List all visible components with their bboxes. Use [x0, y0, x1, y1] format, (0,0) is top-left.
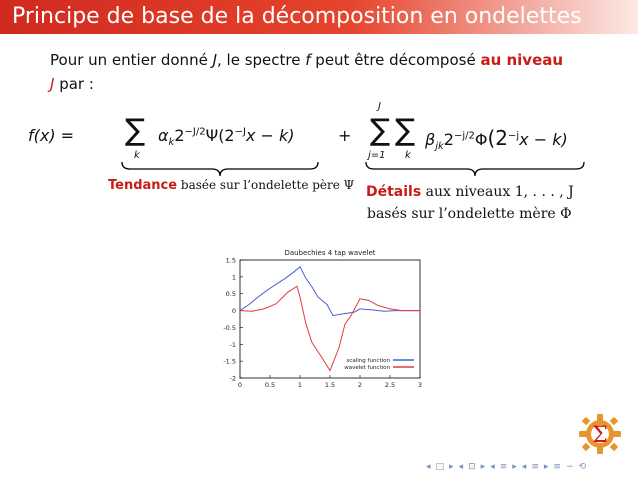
t2-arg: x − k): [519, 130, 568, 149]
caption-right-line2: basés sur l’ondelette mère Φ: [367, 206, 572, 222]
xtick-label: 2: [357, 381, 363, 389]
nav-symbol-11[interactable]: ▸: [543, 462, 549, 472]
xtick-label: 1: [297, 381, 303, 389]
intro-part3: peut être décomposé: [310, 51, 481, 69]
t2-sup: −j/2: [453, 130, 475, 142]
xtick-label: 3: [417, 381, 423, 389]
underbrace-right: [364, 160, 586, 178]
sum-symbol-1: ∑: [125, 113, 146, 148]
nav-symbol-13[interactable]: ∽: [565, 462, 574, 472]
nav-symbol-12[interactable]: ≡: [553, 462, 561, 472]
nav-symbol-14[interactable]: ⟲: [578, 462, 587, 472]
formula-plus: +: [338, 126, 352, 145]
chart-svg: [200, 246, 436, 394]
intro-part4: par :: [54, 75, 94, 93]
legend-label-2: wavelet function: [344, 365, 390, 371]
t1-base: 2: [174, 126, 185, 145]
sum-index-k1: k: [134, 150, 140, 161]
slide-title: Principe de base de la décomposition en ondelettes: [12, 4, 582, 29]
ytick-label: -0.5: [223, 323, 236, 332]
sum-top-J: J: [378, 101, 381, 112]
nav-symbol-8[interactable]: ▸: [512, 462, 517, 472]
nav-symbol-2[interactable]: ▸: [449, 462, 454, 472]
xtick-label: 2.5: [384, 381, 396, 389]
formula-term2: [425, 126, 568, 152]
nav-symbol-7[interactable]: ≡: [499, 462, 508, 472]
alpha: α: [158, 126, 169, 145]
intro-J2: J: [50, 75, 55, 93]
svg-text:Σ: Σ: [592, 423, 608, 448]
intro-f: f: [305, 51, 311, 69]
t2-sup2: −j: [508, 130, 520, 142]
ytick-label: 0.5: [225, 290, 236, 299]
t2-phi: Φ: [474, 130, 488, 149]
ytick-label: -2: [229, 374, 236, 383]
caption-left-bold: Tendance: [108, 178, 178, 193]
ytick-label: 0: [231, 307, 236, 316]
alpha-sub: k: [168, 137, 175, 149]
nav-symbol-9[interactable]: ◂: [521, 462, 527, 472]
nav-symbol-4[interactable]: ⊡: [468, 462, 476, 472]
caption-left: [108, 178, 354, 193]
ytick-label: -1.5: [223, 357, 236, 366]
t1-psi: Ψ(2: [205, 126, 235, 145]
caption-right-line1: [366, 184, 574, 200]
beta: β: [425, 130, 436, 149]
beamer-navigation[interactable]: [426, 462, 591, 472]
nav-symbol-0[interactable]: ◂: [426, 462, 431, 472]
sum-index-j: j=1: [368, 150, 386, 161]
caption-right-bold: Détails: [366, 184, 422, 200]
logo-icon: [575, 410, 625, 458]
sum-index-k2: k: [405, 150, 411, 161]
intro-part2: , le spectre: [217, 51, 306, 69]
caption-left-rest: basée sur l’ondelette père Ψ: [177, 178, 355, 192]
sum-symbol-2: ∑: [370, 113, 391, 148]
intro-J: J: [212, 51, 218, 69]
t1-sup: −J/2: [184, 126, 206, 138]
t2-paren: (2: [487, 126, 508, 150]
ytick-label: -1: [229, 340, 236, 349]
nav-symbol-6[interactable]: ◂: [490, 462, 495, 472]
chart-title: Daubechies 4 tap wavelet: [284, 249, 376, 257]
xtick-label: 1.5: [324, 381, 336, 389]
nav-symbol-1[interactable]: □: [435, 462, 445, 472]
series-line-2: [240, 286, 420, 370]
formula-term1: [158, 126, 295, 148]
legend-label-1: scaling function: [346, 358, 390, 364]
nav-symbol-5[interactable]: ▸: [480, 462, 486, 472]
beta-sub: jk: [435, 141, 444, 153]
t1-arg: x − k): [245, 126, 295, 145]
slide-title-bar: [0, 0, 638, 34]
nav-symbol-3[interactable]: ◂: [458, 462, 464, 472]
xtick-label: 0: [237, 381, 243, 389]
xtick-label: 0.5: [264, 381, 276, 389]
intro-part1: Pour un entier donné: [50, 51, 213, 69]
ytick-label: 1: [231, 273, 236, 282]
t1-sup2: −J: [234, 126, 246, 138]
series-line-1: [240, 267, 420, 316]
wavelet-chart: [200, 246, 436, 394]
t2-base: 2: [443, 130, 454, 149]
nav-symbol-10[interactable]: ≡: [531, 462, 539, 472]
intro-text: [50, 48, 570, 96]
intro-bold: au niveau: [480, 51, 564, 69]
caption-right-rest1: aux niveaux 1, . . . , J: [421, 184, 574, 200]
sum-symbol-3: ∑: [395, 113, 416, 148]
underbrace-left: [120, 160, 320, 178]
ytick-label: 1.5: [225, 256, 236, 265]
formula-lhs: f(x) =: [28, 126, 75, 145]
